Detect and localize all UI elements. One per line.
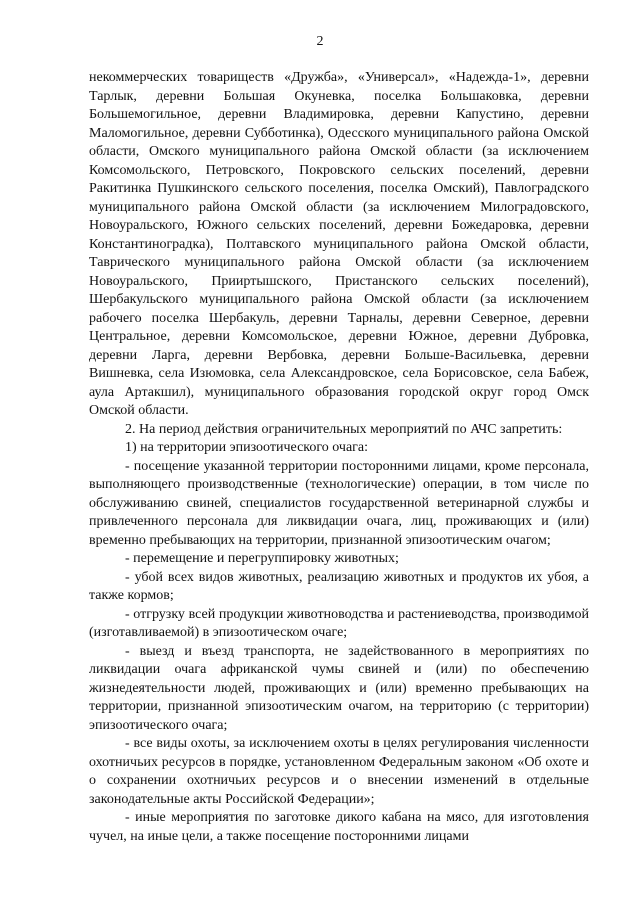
document-body <box>89 69 589 846</box>
paragraph-ban-hunting: - все виды охоты, за исключением охоты в целях регулирования численности охотничьих ресурсов в порядке, установленном Федеральным законом «Об охоте и о сохранении охотничьих ресурсов и о внесении изменений в отдельные законодательные акты Российской Федерации»; <box>89 736 589 807</box>
paragraph-ban-animal-movement: - перемещение и перегруппировку животных; <box>125 551 399 566</box>
paragraph-settlement-list: некоммерческих товариществ «Дружба», «Универсал», «Надежда-1», деревни Тарлык, деревни Большая Окуневка, поселка Большаковка, деревни Большемогильное, деревни Владимировка, деревни Капустино, деревни Маломогильное, деревни Субботинка), Одесского муниципального района Омской области, Омского муниципального района Омской области (за исключением Комсомольского, Петровского, Покровского сельских поселений, деревни Ракитинка Пушкинского сельского поселения, поселка Омский), Павлоградского муниципального района Омской области (за исключением Милоградовского, Новоуральского, Южного сельских поселений, деревни Божедаровка, деревни Константиноградка), Полтавского муниципального района Омской области, Таврического муниципального района Омской области (за исключением Новоуральского, Прииртышского, Пристанского сельских поселений), Шербакульского муниципального района Омской области (за исключением рабочего поселка Шербакуль, деревни Тарналы, деревни Северное, деревни Центральное, деревни Комсомольское, деревни Южное, деревни Дубровка, деревни Ларга, деревни Вербовка, деревни Больше-Васильевка, деревни Вишневка, села Изюмовка, села Александровское, села Борисовское, села Бабеж, аула Артакшил), муниципального образования городской округ город Омск Омской области. <box>89 70 589 418</box>
paragraph-subitem-1-outbreak-territory: 1) на территории эпизоотического очага: <box>125 440 369 455</box>
paragraph-ban-transport: - выезд и въезд транспорта, не задействованного в мероприятиях по ликвидации очага африканской чумы свиней и (или) по обеспечению жизнедеятельности людей, проживающих и (или) временно пребывающих на территории, признанной эпизоотическим очагом, на территорию (с территории) эпизоотического очага; <box>89 643 589 733</box>
paragraph-ban-shipment: - отгрузку всей продукции животноводства и растениеводства, производимой (изготавливаемой) в эпизоотическом очаге; <box>89 606 589 640</box>
paragraph-item-2-prohibit: 2. На период действия ограничительных мероприятий по АЧС запретить: <box>125 421 563 437</box>
paragraph-ban-visiting: - посещение указанной территории посторонними лицами, кроме персонала, выполняющего производственные (технологические) операции, в том числе по обслуживанию свиней, специалистов государственной ветеринарной службы и привлеченного персонала для ликвидации очага, лиц, проживающих и (или) временно пребывающих на территории, признанной эпизоотическим очагом; <box>89 458 589 548</box>
paragraph-ban-boar-harvesting: - иные мероприятия по заготовке дикого кабана на мясо, для изготовления чучел, на иные цели, а также посещение посторонними лицами <box>89 810 589 844</box>
page-number: 2 <box>316 34 324 49</box>
paragraph-ban-slaughter: - убой всех видов животных, реализацию животных и продуктов их убоя, а также кормов; <box>89 569 589 603</box>
